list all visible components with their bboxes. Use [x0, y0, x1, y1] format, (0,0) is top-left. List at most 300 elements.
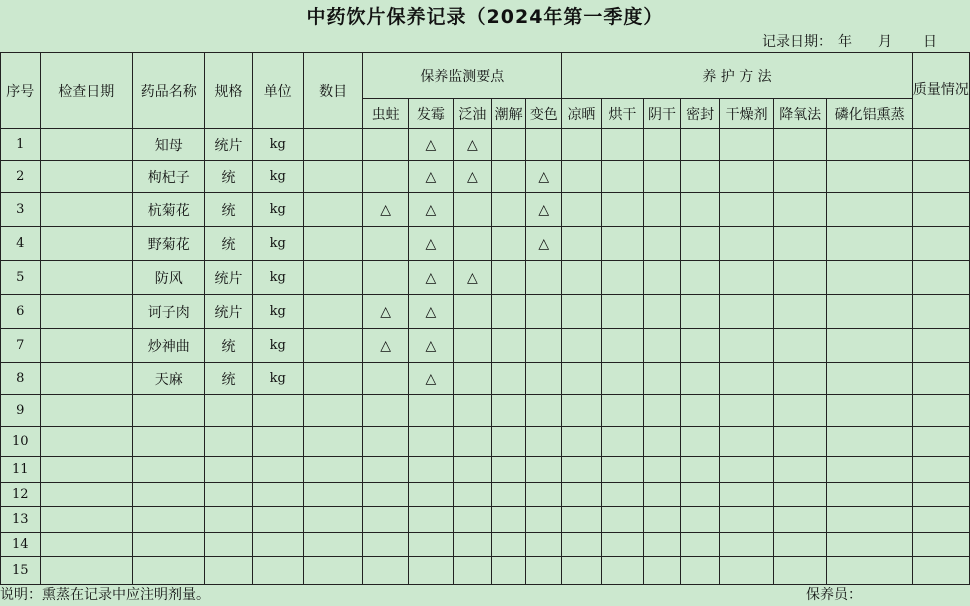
footer-note: 说明：熏蒸在记录中应注明剂量。: [0, 587, 210, 603]
row-monitor-mark: △: [363, 193, 408, 227]
row-quantity: [303, 329, 363, 363]
row-monitor-mark: [363, 363, 408, 395]
row-monitor-mark: △: [408, 129, 453, 161]
row-quality: [912, 261, 969, 295]
row-maintain-cell: [720, 129, 774, 161]
row-maintain-cell: [562, 193, 602, 227]
row-maintain-cell: [644, 227, 681, 261]
row-drug-name: 枸杞子: [133, 161, 205, 193]
row-maintain-cell: [644, 295, 681, 329]
row-maintain-cell: [601, 261, 643, 295]
row-monitor-mark: [454, 483, 492, 507]
row-monitor-mark: [408, 427, 453, 457]
row-maintain-cell: [827, 161, 912, 193]
row-spec: [205, 533, 252, 557]
table-row: [1, 161, 970, 193]
row-maintain-cell: [827, 227, 912, 261]
row-maintain-cell: [680, 427, 720, 457]
row-unit: kg: [252, 227, 303, 261]
maintenance-table: [0, 52, 970, 585]
header-quantity: 数目: [303, 53, 363, 129]
row-monitor-mark: [526, 457, 562, 483]
row-quality: [912, 457, 969, 483]
row-maintain-cell: [773, 129, 827, 161]
row-seq: 5: [1, 261, 41, 295]
row-drug-name: 天麻: [133, 363, 205, 395]
row-monitor-mark: △: [526, 161, 562, 193]
row-quantity: [303, 295, 363, 329]
row-monitor-mark: △: [408, 329, 453, 363]
row-monitor-mark: [363, 261, 408, 295]
row-maintain-cell: [601, 161, 643, 193]
header-seq: 序号: [1, 53, 41, 129]
row-maintain-cell: [644, 395, 681, 427]
row-maintain-cell: [773, 507, 827, 533]
row-maintain-cell: [601, 227, 643, 261]
row-monitor-mark: [491, 227, 526, 261]
row-drug-name: [133, 533, 205, 557]
row-seq: 6: [1, 295, 41, 329]
row-monitor-mark: [454, 193, 492, 227]
row-quantity: [303, 395, 363, 427]
row-check-date: [40, 395, 133, 427]
row-seq: 3: [1, 193, 41, 227]
row-maintain-cell: [720, 557, 774, 585]
row-quantity: [303, 427, 363, 457]
row-monitor-mark: △: [454, 129, 492, 161]
header-maintain: 降氧法: [773, 99, 827, 129]
row-maintain-cell: [773, 557, 827, 585]
row-seq: 4: [1, 227, 41, 261]
row-unit: [252, 427, 303, 457]
row-maintain-cell: [773, 395, 827, 427]
row-quality: [912, 129, 969, 161]
row-seq: 1: [1, 129, 41, 161]
row-maintain-cell: [562, 161, 602, 193]
row-maintain-cell: [644, 483, 681, 507]
row-monitor-mark: [363, 427, 408, 457]
row-maintain-cell: [601, 557, 643, 585]
row-maintain-cell: [601, 533, 643, 557]
row-maintain-cell: [680, 507, 720, 533]
row-quantity: [303, 533, 363, 557]
row-maintain-cell: [644, 457, 681, 483]
row-monitor-mark: △: [408, 261, 453, 295]
row-seq: 2: [1, 161, 41, 193]
row-drug-name: [133, 427, 205, 457]
row-maintain-cell: [827, 363, 912, 395]
table-row: [1, 227, 970, 261]
row-monitor-mark: [408, 557, 453, 585]
row-maintain-cell: [562, 507, 602, 533]
row-seq: 9: [1, 395, 41, 427]
row-spec: 统: [205, 329, 252, 363]
table-row: [1, 193, 970, 227]
row-maintain-cell: [720, 427, 774, 457]
row-monitor-mark: [491, 261, 526, 295]
table-row: [1, 457, 970, 483]
row-monitor-mark: [491, 161, 526, 193]
row-monitor-mark: △: [363, 329, 408, 363]
header-monitor-group: 保养监测要点: [363, 53, 562, 99]
record-date-line: [0, 32, 970, 52]
row-maintain-cell: [773, 161, 827, 193]
row-maintain-cell: [680, 161, 720, 193]
row-quality: [912, 427, 969, 457]
row-spec: 统: [205, 363, 252, 395]
row-quality: [912, 533, 969, 557]
row-maintain-cell: [720, 457, 774, 483]
row-check-date: [40, 295, 133, 329]
row-spec: [205, 427, 252, 457]
row-maintain-cell: [720, 363, 774, 395]
row-seq: 7: [1, 329, 41, 363]
row-check-date: [40, 557, 133, 585]
row-seq: 10: [1, 427, 41, 457]
row-maintain-cell: [720, 507, 774, 533]
row-monitor-mark: [491, 295, 526, 329]
row-maintain-cell: [680, 193, 720, 227]
row-seq: 8: [1, 363, 41, 395]
table-row: [1, 261, 970, 295]
row-maintain-cell: [827, 533, 912, 557]
row-monitor-mark: [491, 457, 526, 483]
row-drug-name: [133, 457, 205, 483]
row-drug-name: 防风: [133, 261, 205, 295]
row-maintain-cell: [720, 161, 774, 193]
row-maintain-cell: [773, 329, 827, 363]
row-maintain-cell: [680, 457, 720, 483]
row-maintain-cell: [773, 427, 827, 457]
row-quantity: [303, 193, 363, 227]
row-spec: [205, 507, 252, 533]
row-check-date: [40, 363, 133, 395]
header-unit: 单位: [252, 53, 303, 129]
row-monitor-mark: [454, 227, 492, 261]
row-maintain-cell: [601, 483, 643, 507]
row-maintain-cell: [601, 395, 643, 427]
row-maintain-cell: [720, 193, 774, 227]
table-row: [1, 295, 970, 329]
row-monitor-mark: [408, 395, 453, 427]
header-monitor: 虫蛀: [363, 99, 408, 129]
row-unit: [252, 395, 303, 427]
row-monitor-mark: [491, 129, 526, 161]
row-unit: [252, 507, 303, 533]
row-maintain-cell: [827, 427, 912, 457]
row-spec: 统: [205, 193, 252, 227]
row-monitor-mark: △: [408, 193, 453, 227]
row-maintain-cell: [601, 329, 643, 363]
row-seq: 13: [1, 507, 41, 533]
row-drug-name: 杭菊花: [133, 193, 205, 227]
row-monitor-mark: [526, 533, 562, 557]
record-date-day: 日: [923, 34, 937, 50]
row-maintain-cell: [680, 533, 720, 557]
row-drug-name: 炒神曲: [133, 329, 205, 363]
row-maintain-cell: [601, 427, 643, 457]
row-maintain-cell: [773, 457, 827, 483]
row-maintain-cell: [562, 533, 602, 557]
row-monitor-mark: [363, 227, 408, 261]
row-monitor-mark: [526, 295, 562, 329]
row-unit: [252, 483, 303, 507]
row-monitor-mark: [408, 533, 453, 557]
row-monitor-mark: △: [526, 227, 562, 261]
row-monitor-mark: [526, 427, 562, 457]
row-seq: 15: [1, 557, 41, 585]
row-spec: [205, 457, 252, 483]
row-quantity: [303, 457, 363, 483]
row-monitor-mark: [454, 427, 492, 457]
row-quality: [912, 295, 969, 329]
row-maintain-cell: [827, 457, 912, 483]
row-unit: kg: [252, 193, 303, 227]
row-maintain-cell: [680, 129, 720, 161]
header-maintain: 磷化铝熏蒸: [827, 99, 912, 129]
row-maintain-cell: [827, 129, 912, 161]
row-maintain-cell: [680, 227, 720, 261]
row-check-date: [40, 193, 133, 227]
row-drug-name: 知母: [133, 129, 205, 161]
table-row: [1, 533, 970, 557]
row-monitor-mark: [454, 295, 492, 329]
row-maintain-cell: [562, 363, 602, 395]
row-monitor-mark: [363, 533, 408, 557]
record-date-year: 年: [838, 34, 852, 50]
row-maintain-cell: [680, 329, 720, 363]
row-unit: [252, 557, 303, 585]
table-row: [1, 329, 970, 363]
row-monitor-mark: [454, 533, 492, 557]
row-monitor-mark: [526, 483, 562, 507]
row-quality: [912, 193, 969, 227]
row-monitor-mark: [526, 557, 562, 585]
row-unit: [252, 533, 303, 557]
table-row: [1, 507, 970, 533]
row-monitor-mark: [454, 457, 492, 483]
row-maintain-cell: [644, 533, 681, 557]
table-row: [1, 363, 970, 395]
row-monitor-mark: [526, 261, 562, 295]
header-quality: 质量情况: [912, 53, 969, 129]
row-maintain-cell: [680, 557, 720, 585]
row-drug-name: [133, 507, 205, 533]
row-maintain-cell: [720, 261, 774, 295]
row-spec: [205, 557, 252, 585]
row-monitor-mark: [363, 129, 408, 161]
row-unit: kg: [252, 363, 303, 395]
row-quantity: [303, 557, 363, 585]
row-maintain-cell: [562, 457, 602, 483]
row-check-date: [40, 329, 133, 363]
row-quantity: [303, 227, 363, 261]
row-monitor-mark: △: [454, 161, 492, 193]
row-monitor-mark: [454, 507, 492, 533]
row-quality: [912, 395, 969, 427]
row-spec: [205, 483, 252, 507]
row-maintain-cell: [773, 295, 827, 329]
row-maintain-cell: [773, 533, 827, 557]
row-quality: [912, 483, 969, 507]
row-spec: 统片: [205, 129, 252, 161]
row-check-date: [40, 227, 133, 261]
header-maintain: 干燥剂: [720, 99, 774, 129]
row-unit: kg: [252, 161, 303, 193]
row-maintain-cell: [562, 427, 602, 457]
row-monitor-mark: [526, 129, 562, 161]
row-monitor-mark: [408, 457, 453, 483]
header-monitor: 发霉: [408, 99, 453, 129]
row-seq: 12: [1, 483, 41, 507]
row-maintain-cell: [562, 329, 602, 363]
row-seq: 11: [1, 457, 41, 483]
header-monitor: 变色: [526, 99, 562, 129]
row-maintain-cell: [720, 295, 774, 329]
table-row: [1, 483, 970, 507]
row-maintain-cell: [827, 329, 912, 363]
header-maintain: 烘干: [601, 99, 643, 129]
row-maintain-cell: [562, 557, 602, 585]
row-maintain-cell: [773, 227, 827, 261]
row-maintain-cell: [720, 227, 774, 261]
row-drug-name: 诃子肉: [133, 295, 205, 329]
row-maintain-cell: [562, 395, 602, 427]
row-maintain-cell: [644, 507, 681, 533]
row-drug-name: [133, 483, 205, 507]
row-monitor-mark: [491, 427, 526, 457]
row-check-date: [40, 161, 133, 193]
sheet-title: 中药饮片保养记录（2024年第一季度）: [306, 6, 664, 28]
row-maintain-cell: [562, 483, 602, 507]
row-monitor-mark: [526, 507, 562, 533]
row-maintain-cell: [644, 427, 681, 457]
row-quantity: [303, 507, 363, 533]
row-monitor-mark: [491, 395, 526, 427]
row-maintain-cell: [720, 329, 774, 363]
row-maintain-cell: [562, 261, 602, 295]
row-maintain-cell: [562, 129, 602, 161]
row-maintain-cell: [773, 483, 827, 507]
row-drug-name: 野菊花: [133, 227, 205, 261]
row-maintain-cell: [680, 363, 720, 395]
row-maintain-cell: [644, 129, 681, 161]
row-monitor-mark: [491, 533, 526, 557]
footer: [0, 584, 970, 606]
row-check-date: [40, 483, 133, 507]
header-maintain: 阴干: [644, 99, 681, 129]
row-monitor-mark: [454, 395, 492, 427]
row-maintain-cell: [644, 161, 681, 193]
row-unit: kg: [252, 329, 303, 363]
row-monitor-mark: △: [526, 193, 562, 227]
row-maintain-cell: [562, 295, 602, 329]
row-seq: 14: [1, 533, 41, 557]
row-check-date: [40, 533, 133, 557]
row-maintain-cell: [720, 395, 774, 427]
row-maintain-cell: [827, 261, 912, 295]
header-spec: 规格: [205, 53, 252, 129]
row-maintain-cell: [680, 483, 720, 507]
row-monitor-mark: [491, 363, 526, 395]
row-maintain-cell: [601, 193, 643, 227]
row-monitor-mark: [526, 363, 562, 395]
row-quality: [912, 329, 969, 363]
row-monitor-mark: [363, 483, 408, 507]
row-maintain-cell: [827, 193, 912, 227]
row-monitor-mark: [491, 193, 526, 227]
row-unit: [252, 457, 303, 483]
row-maintain-cell: [827, 483, 912, 507]
row-monitor-mark: [363, 557, 408, 585]
row-check-date: [40, 507, 133, 533]
row-monitor-mark: [454, 363, 492, 395]
row-maintain-cell: [827, 395, 912, 427]
row-monitor-mark: [454, 329, 492, 363]
header-monitor: 泛油: [454, 99, 492, 129]
row-quality: [912, 227, 969, 261]
row-maintain-cell: [644, 261, 681, 295]
row-spec: [205, 395, 252, 427]
row-check-date: [40, 129, 133, 161]
row-spec: 统片: [205, 295, 252, 329]
row-quantity: [303, 261, 363, 295]
row-maintain-cell: [562, 227, 602, 261]
row-quality: [912, 363, 969, 395]
row-monitor-mark: [363, 395, 408, 427]
row-monitor-mark: [408, 483, 453, 507]
record-date-month: 月: [878, 34, 892, 50]
row-maintain-cell: [644, 557, 681, 585]
row-unit: kg: [252, 295, 303, 329]
row-maintain-cell: [773, 193, 827, 227]
row-maintain-cell: [827, 295, 912, 329]
row-monitor-mark: [491, 557, 526, 585]
row-maintain-cell: [827, 557, 912, 585]
row-monitor-mark: [363, 507, 408, 533]
row-maintain-cell: [680, 295, 720, 329]
row-maintain-cell: [680, 261, 720, 295]
row-check-date: [40, 457, 133, 483]
row-maintain-cell: [827, 507, 912, 533]
row-maintain-cell: [601, 129, 643, 161]
row-quantity: [303, 483, 363, 507]
row-monitor-mark: △: [408, 295, 453, 329]
row-maintain-cell: [644, 363, 681, 395]
row-quantity: [303, 161, 363, 193]
row-quality: [912, 557, 969, 585]
row-monitor-mark: [363, 457, 408, 483]
header-maintain: 凉晒: [562, 99, 602, 129]
row-unit: kg: [252, 261, 303, 295]
header-drug-name: 药品名称: [133, 53, 205, 129]
table-row: [1, 427, 970, 457]
row-monitor-mark: [454, 557, 492, 585]
row-maintain-cell: [773, 363, 827, 395]
row-check-date: [40, 261, 133, 295]
header-monitor: 潮解: [491, 99, 526, 129]
row-monitor-mark: [408, 507, 453, 533]
row-spec: 统: [205, 227, 252, 261]
row-monitor-mark: [526, 395, 562, 427]
row-maintain-cell: [644, 193, 681, 227]
table-row: [1, 557, 970, 585]
row-monitor-mark: △: [363, 295, 408, 329]
table-row: [1, 395, 970, 427]
row-quality: [912, 507, 969, 533]
row-maintain-cell: [773, 261, 827, 295]
row-monitor-mark: △: [408, 227, 453, 261]
